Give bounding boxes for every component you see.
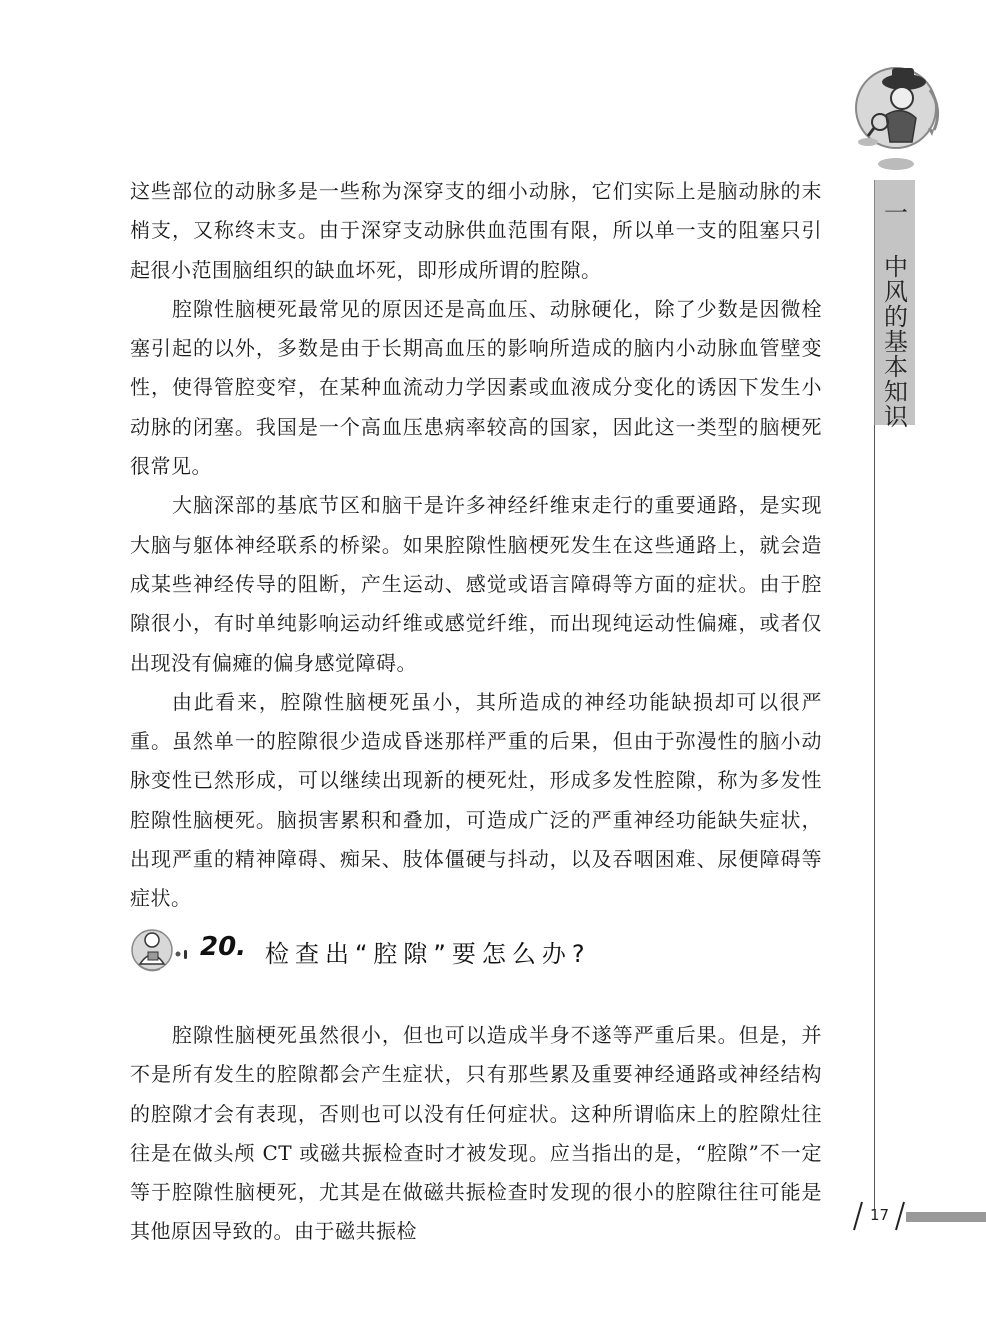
section-title: 检查出“腔隙”要怎么办? bbox=[265, 940, 591, 968]
paragraph: 大脑深部的基底节区和脑干是许多神经纤维束走行的重要通路，是实现大脑与躯体神经联系的桥梁。如果腔隙性脑梗死发生在这些通路上，就会造成某些神经传导的阻断，产生运动、感觉或语言障碍等方面的症状。由于腔隙很小，有时单纯影响运动纤维或感觉纤维，而出现纯运动性偏瘫，或者仅出现没有偏瘫的偏身感觉障碍。 bbox=[130, 493, 822, 675]
body-text-lower bbox=[130, 1016, 822, 1252]
chapter-tab-label: 一 中风的基本知识 bbox=[879, 200, 908, 429]
page-number: 17 bbox=[870, 1206, 890, 1224]
page-bar bbox=[906, 1212, 986, 1222]
paragraph: 腔隙性脑梗死最常见的原因还是高血压、动脉硬化，除了少数是因微栓塞引起的以外，多数是由于长期高血压的影响所造成的脑内小动脉血管壁变性，使得管腔变窄，在某种血流动力学因素或血液成分变化的诱因下发生小动脉的闭塞。我国是一个高血压患病率较高的国家，因此这一类型的脑梗死很常见。 bbox=[130, 296, 822, 479]
paragraph: 这些部位的动脉多是一些称为深穿支的细小动脉，它们实际上是脑动脉的末梢支，又称终末支。由于深穿支动脉供血范围有限，所以单一支的阻塞只引起很小范围脑组织的缺血坏死，即形成所谓的腔隙。 bbox=[130, 179, 822, 282]
doctor-badge-icon bbox=[130, 924, 200, 976]
section-heading bbox=[130, 920, 850, 980]
detective-mascot-icon bbox=[846, 60, 946, 180]
margin-rule bbox=[874, 425, 875, 1210]
paragraph: 由此看来，腔隙性脑梗死虽小，其所造成的神经功能缺损却可以很严重。虽然单一的腔隙很少造成昏迷那样严重的后果，但由于弥漫性的脑小动脉变性已然形成，可以继续出现新的梗死灶，形成多发性腔隙，称为多发性腔隙性脑梗死。脑损害累积和叠加，可造成广泛的严重神经功能缺失症状，出现严重的精神障碍、痴呆、肢体僵硬与抖动，以及吞咽困难、尿便障碍等症状。 bbox=[130, 689, 822, 911]
body-text-upper bbox=[130, 172, 822, 919]
section-number: 20. bbox=[200, 932, 247, 962]
paragraph: 腔隙性脑梗死虽然很小，但也可以造成半身不遂等严重后果。但是，并不是所有发生的腔隙都会产生症状，只有那些累及重要神经通路或神经结构的腔隙才会有表现，否则也可以没有任何症状。这种所谓临床上的腔隙灶往往是在做头颅 CT 或磁共振检查时才被发现。应当指出的是，“腔隙”不一定等于腔隙性脑梗死，尤其是在做磁共振检查时发现的很小的腔隙往往可能是其他原因导致的。由于磁共振检 bbox=[130, 1023, 822, 1244]
page-number-area bbox=[848, 1200, 986, 1234]
